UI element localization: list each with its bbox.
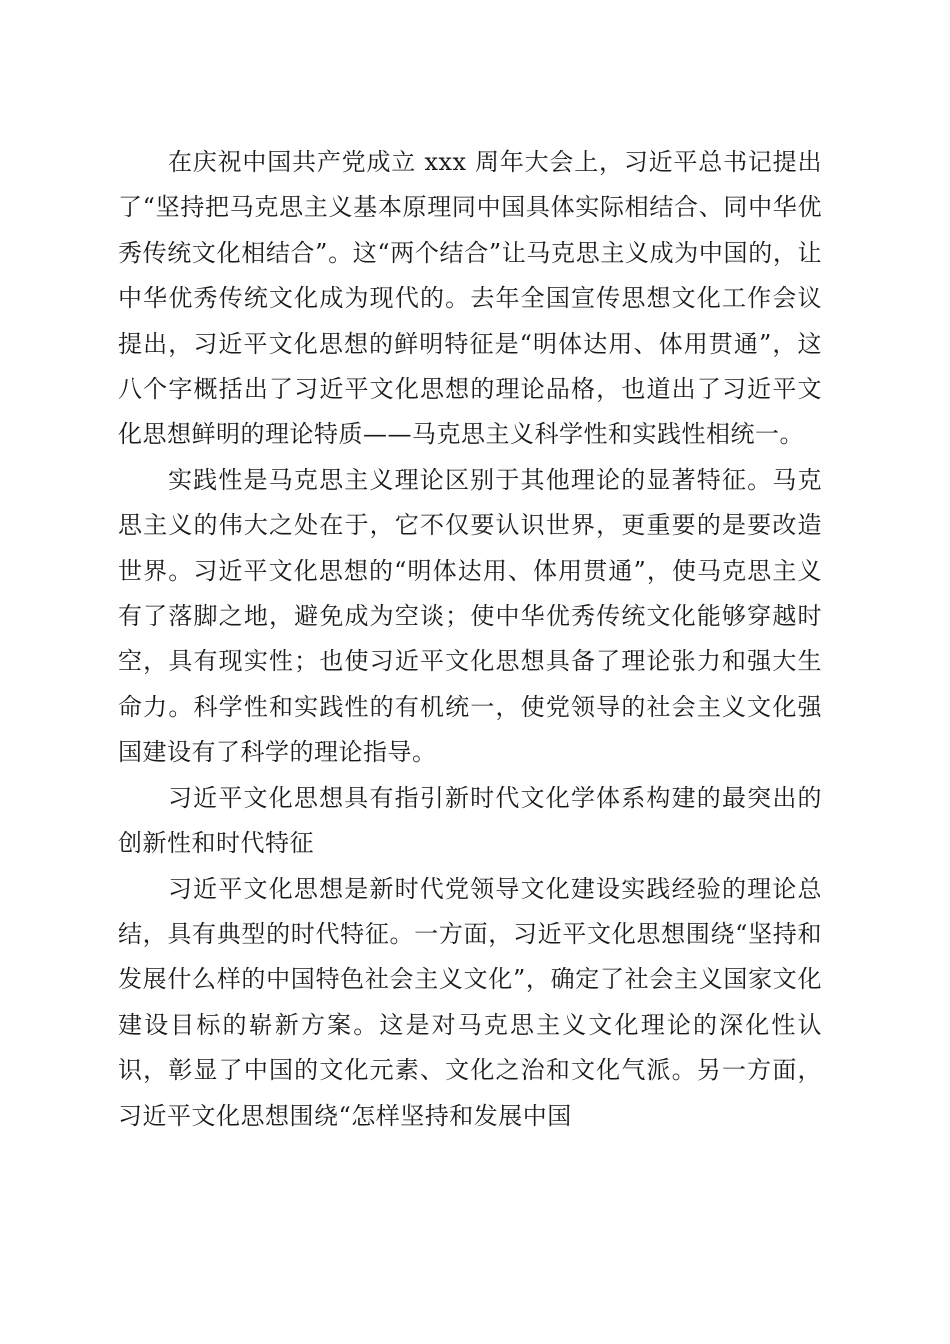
paragraph-3: 习近平文化思想是新时代党领导文化建设实践经验的理论总结，具有典型的时代特征。一方面，习近平文化思想围绕“坚持和发展什么样的中国特色社会主义文化”，确定了社会主义国家文化建设目标的崭新方案。这是对马克思主义文化理论的深化性认识，彰显了中国的文化元素、文化之治和文化气派。另一方面，习近平文化思想围绕“怎样坚持和发展中国 — [118, 874, 822, 1130]
paragraph-2: 实践性是马克思主义理论区别于其他理论的显著特征。马克思主义的伟大之处在于，它不仅要认识世界，更重要的是要改造世界。习近平文化思想的“明体达用、体用贯通”，使马克思主义有了落脚之地，避免成为空谈；使中华优秀传统文化能够穿越时空，具有现实性；也使习近平文化思想具备了理论张力和强大生命力。科学性和实践性的有机统一，使党领导的社会主义文化强国建设有了科学的理论指导。 — [118, 465, 822, 767]
paragraph-1: 在庆祝中国共产党成立 xxx 周年大会上，习近平总书记提出了“坚持把马克思主义基本原理同中国具体实际相结合、同中华优秀传统文化相结合”。这“两个结合”让马克思主义成为中国的，让中华优秀传统文化成为现代的。去年全国宣传思想文化工作会议提出，习近平文化思想的鲜明特征是“明体达用、体用贯通”，这八个字概括出了习近平文化思想的理论品格，也道出了习近平文化思想鲜明的理论特质——马克思主义科学性和实践性相统一。 — [118, 148, 822, 449]
document-body — [118, 140, 822, 1139]
section-heading: 习近平文化思想具有指引新时代文化学体系构建的最突出的创新性和时代特征 — [118, 783, 822, 858]
